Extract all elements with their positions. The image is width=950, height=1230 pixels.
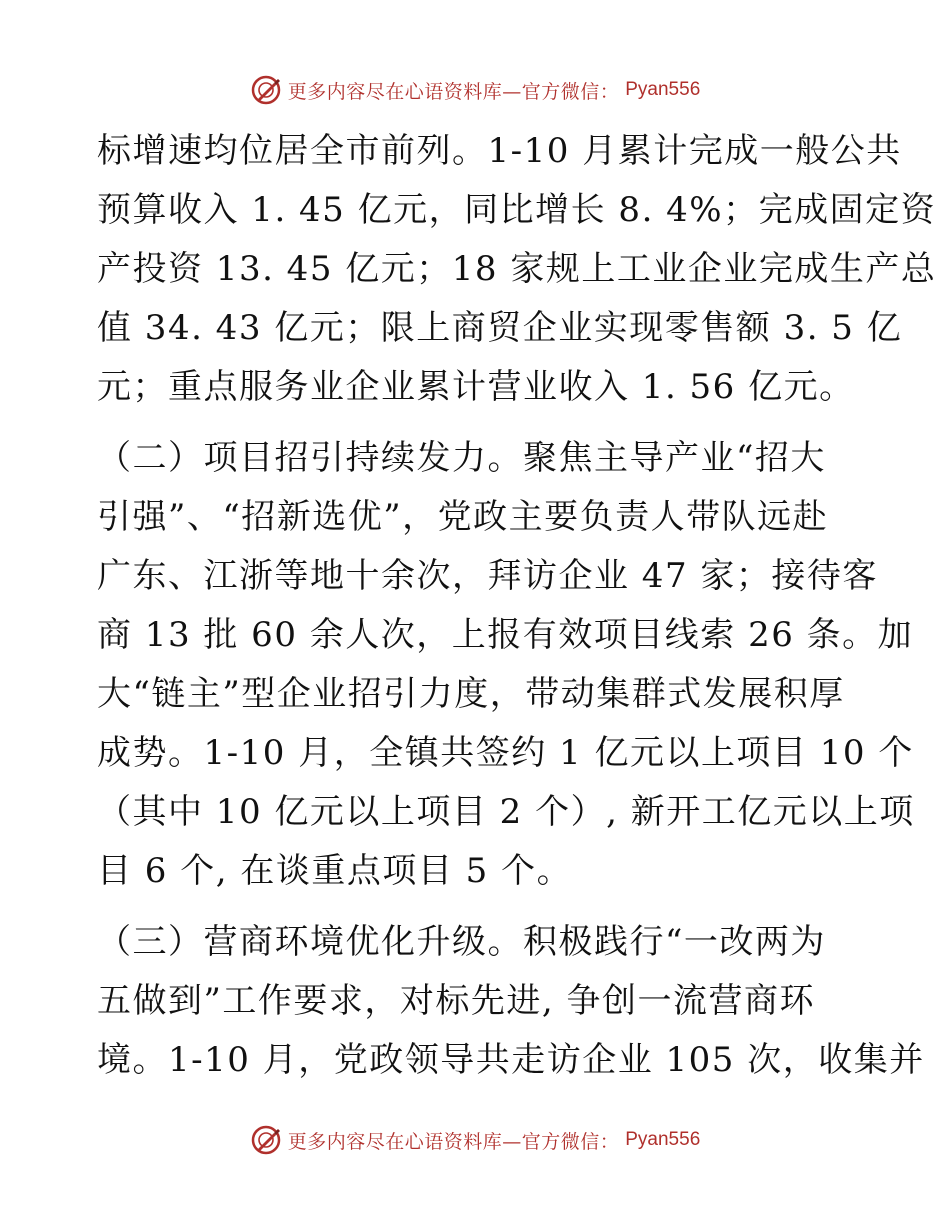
paragraph-1	[97, 122, 937, 417]
header-watermark-banner	[0, 70, 950, 110]
text-line: 引强”、“招新选优”，党政主要负责人带队远赴	[97, 497, 829, 537]
text-line: 广东、江浙等地十余次，拜访企业 47 家；接待客	[97, 556, 878, 596]
text-line: 目 6 个, 在谈重点项目 5 个。	[97, 851, 573, 891]
text-line: 成势。1-10 月，全镇共签约 1 亿元以上项目 10 个	[97, 733, 914, 773]
text-line: （三）营商环境优化升级。积极践行“一改两为	[97, 922, 826, 962]
text-line: 标增速均位居全市前列。1-10 月累计完成一般公共	[97, 131, 902, 171]
text-line: 预算收入 1. 45 亿元，同比增长 8. 4%；完成固定资	[97, 190, 937, 230]
pen-logo-icon	[250, 74, 282, 106]
footer-banner-text: 更多内容尽在心语资料库—官方微信：	[287, 1130, 620, 1153]
footer-banner-wechat-id: Pyan556	[625, 1129, 701, 1150]
text-line: （二）项目招引持续发力。聚焦主导产业“招大	[97, 438, 826, 478]
text-line: 五做到”工作要求，对标先进, 争创一流营商环	[97, 981, 815, 1021]
text-line: 大“链主”型企业招引力度，带动集群式发展积厚	[97, 674, 845, 714]
footer-watermark-banner	[0, 1120, 950, 1160]
document-body	[97, 122, 937, 1090]
text-line: 商 13 批 60 余人次，上报有效项目线索 26 条。加	[97, 615, 914, 655]
paragraph-3	[97, 913, 925, 1090]
text-line: 值 34. 43 亿元；限上商贸企业实现零售额 3. 5 亿	[97, 308, 903, 348]
text-line: 境。1-10 月，党政领导共走访企业 105 次，收集并	[97, 1040, 925, 1080]
text-line: （其中 10 亿元以上项目 2 个）, 新开工亿元以上项	[97, 792, 915, 832]
header-banner-text: 更多内容尽在心语资料库—官方微信：	[287, 80, 620, 103]
header-banner-wechat-id: Pyan556	[625, 79, 701, 100]
paragraph-2	[97, 429, 915, 901]
text-line: 产投资 13. 45 亿元；18 家规上工业企业完成生产总	[97, 249, 937, 289]
text-line: 元；重点服务业企业累计营业收入 1. 56 亿元。	[97, 367, 855, 407]
pen-logo-icon	[250, 1124, 282, 1156]
